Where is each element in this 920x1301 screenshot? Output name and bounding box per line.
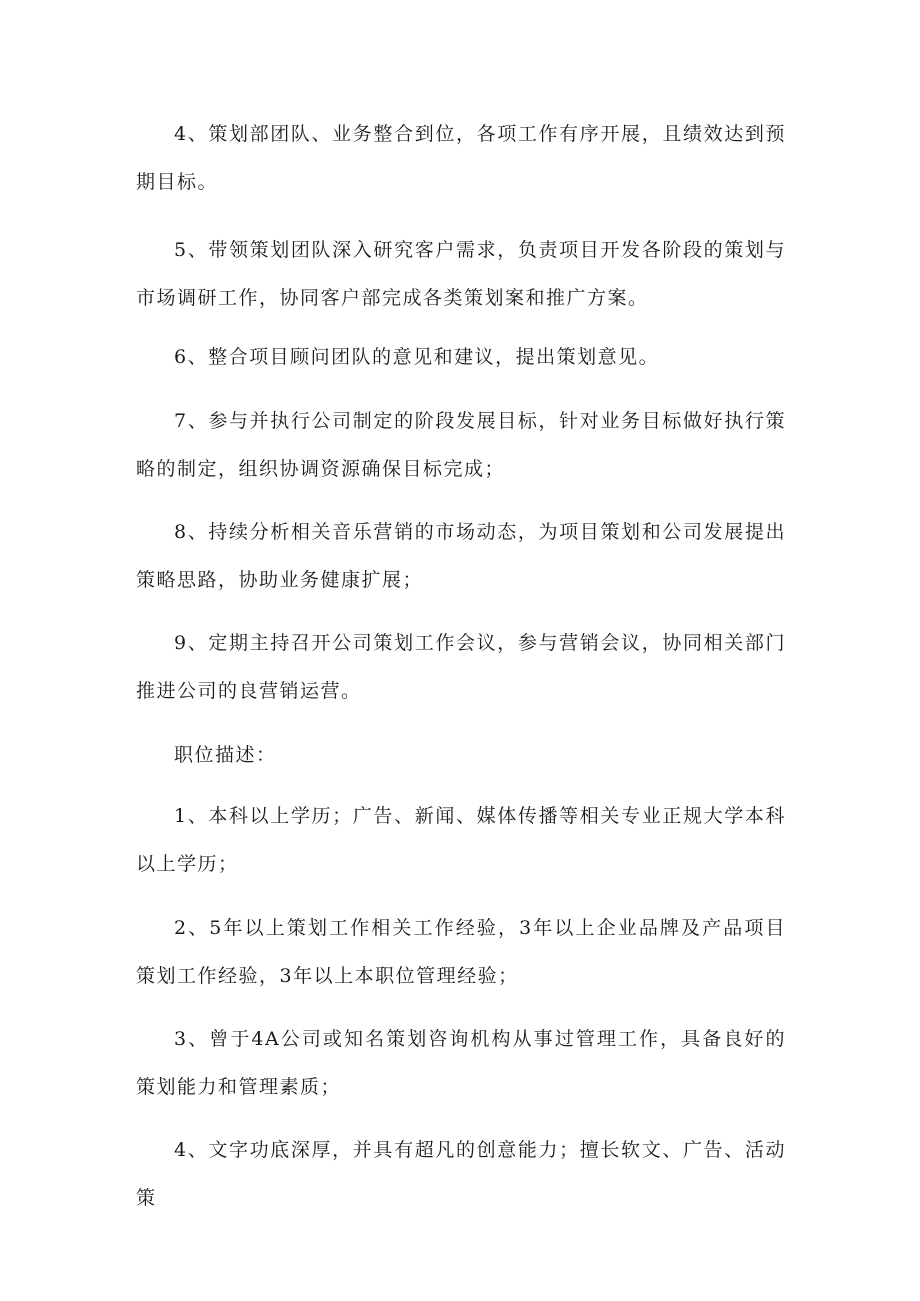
- paragraph-duty-9: 9、定期主持召开公司策划工作会议，参与营销会议，协同相关部门推进公司的良营销运营。: [136, 632, 786, 702]
- section-heading-job-description: 职位描述：: [174, 744, 277, 766]
- paragraph-duty-7: 7、参与并执行公司制定的阶段发展目标，针对业务目标做好执行策略的制定，组织协调资源确保目标完成；: [136, 410, 786, 480]
- paragraph-duty-8: 8、持续分析相关音乐营销的市场动态，为项目策划和公司发展提出策略思路，协助业务健康扩展；: [136, 521, 786, 591]
- paragraph-requirement-4: 4、文字功底深厚，并具有超凡的创意能力；擅长软文、广告、活动策: [136, 1139, 786, 1209]
- paragraph-requirement-1: 1、本科以上学历；广告、新闻、媒体传播等相关专业正规大学本科以上学历；: [136, 805, 786, 875]
- paragraph-requirement-2: 2、5年以上策划工作相关工作经验，3年以上企业品牌及产品项目策划工作经验，3年以上本职位管理经验；: [136, 917, 786, 987]
- paragraph-duty-5: 5、带领策划团队深入研究客户需求，负责项目开发各阶段的策划与市场调研工作，协同客户部完成各类策划案和推广方案。: [136, 239, 786, 309]
- paragraph-requirement-3: 3、曾于4A公司或知名策划咨询机构从事过管理工作，具备良好的策划能力和管理素质；: [136, 1028, 786, 1098]
- paragraph-duty-6: 6、整合项目顾问团队的意见和建议，提出策划意见。: [174, 346, 660, 368]
- paragraph-duty-4: 4、策划部团队、业务整合到位，各项工作有序开展，且绩效达到预期目标。: [136, 123, 786, 193]
